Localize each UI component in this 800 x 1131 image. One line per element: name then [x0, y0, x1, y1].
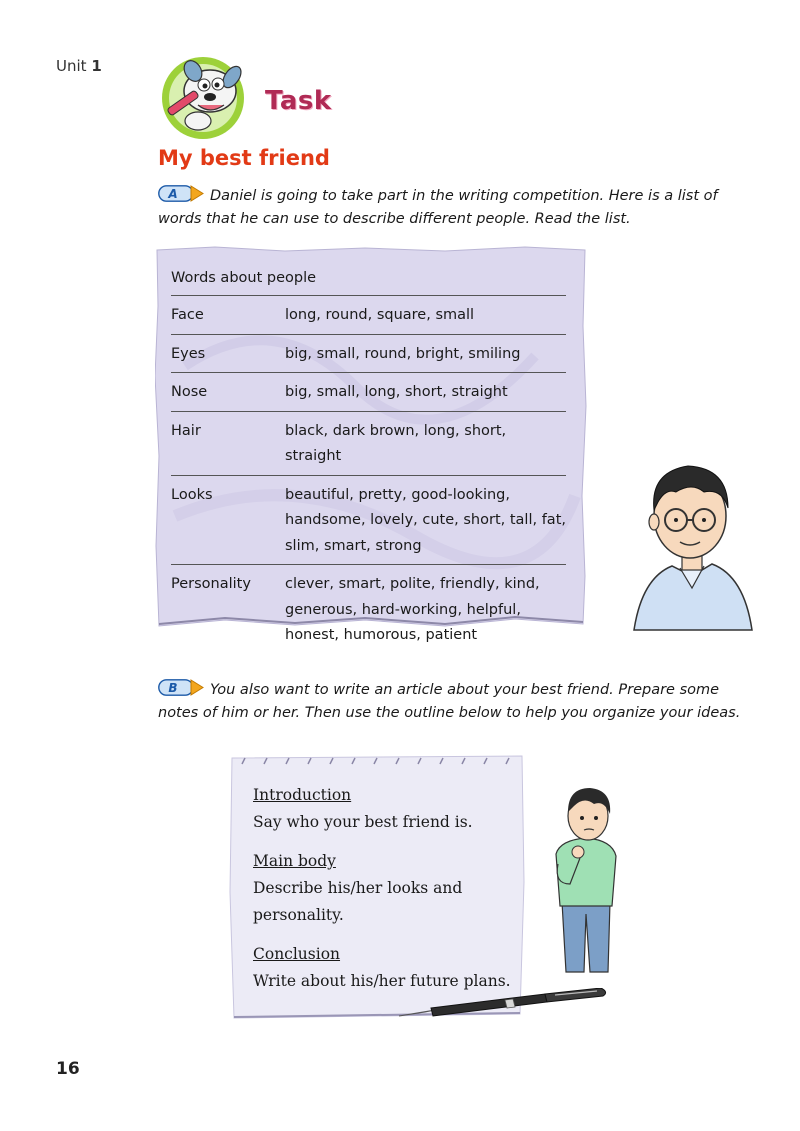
body-text: Describe his/her looks and personality.: [253, 879, 463, 924]
section-a-instruction: [158, 185, 758, 231]
row-category: Eyes: [171, 345, 206, 362]
section-b-tag: [158, 679, 204, 696]
row-words: beautiful, pretty, good-looking, handsome, lovely, cute, short, tall, fat, slim, smart, strong: [285, 486, 566, 554]
section-b-text: You also want to write an article about your best friend. Prepare some notes of him or her. Then use the outline below to help you organize your ideas.: [158, 682, 741, 721]
row-category: Hair: [171, 422, 201, 439]
lesson-title: My best friend: [158, 146, 330, 170]
daniel-illustration: [632, 458, 754, 632]
unit-label: [56, 57, 102, 75]
conclusion-text: Write about his/her future plans.: [253, 972, 511, 990]
row-words: long, round, square, small: [285, 307, 475, 323]
table-row: [171, 296, 566, 335]
table-row: [171, 335, 566, 374]
section-tag-arrow-icon: [158, 185, 204, 202]
section-b-instruction: [158, 679, 758, 725]
words-table-title: Words about people: [171, 263, 566, 296]
table-row: [171, 412, 566, 476]
row-words: big, small, round, bright, smiling: [285, 345, 521, 362]
conclusion-heading: Conclusion: [253, 945, 341, 963]
row-category: Nose: [171, 384, 208, 400]
table-row: [171, 565, 566, 654]
thinking-boy-illustration: [546, 784, 626, 974]
section-a-letter: A: [168, 187, 178, 201]
unit-label-text: Unit: [56, 57, 87, 75]
section-a-text: Daniel is going to take part in the writing competition. Here is a list of words that he can use to describe different people. Read the list.: [158, 188, 718, 227]
row-words: big, small, long, short, straight: [285, 384, 508, 400]
row-category: Looks: [171, 486, 213, 503]
row-words: black, dark brown, long, short, straight: [285, 422, 507, 464]
row-category: Face: [171, 307, 204, 323]
table-row: [171, 373, 566, 412]
row-words: clever, smart, polite, friendly, kind, generous, hard-working, helpful, honest, humorous, patient: [285, 576, 540, 643]
words-about-people-table: [171, 263, 566, 654]
task-dog-icon: [158, 55, 248, 141]
intro-heading: Introduction: [253, 786, 352, 804]
section-b-letter: B: [168, 681, 178, 695]
row-category: Personality: [171, 576, 251, 592]
fountain-pen-illustration: [395, 988, 610, 1022]
unit-number: 1: [91, 57, 102, 75]
page-number: 16: [56, 1059, 80, 1079]
outline-notes: [253, 782, 518, 995]
table-row: [171, 476, 566, 566]
intro-text: Say who your best friend is.: [253, 813, 473, 831]
task-title: Task: [265, 86, 332, 116]
body-heading: Main body: [253, 852, 336, 870]
section-a-tag: [158, 185, 204, 202]
section-tag-arrow-icon: [158, 679, 204, 696]
